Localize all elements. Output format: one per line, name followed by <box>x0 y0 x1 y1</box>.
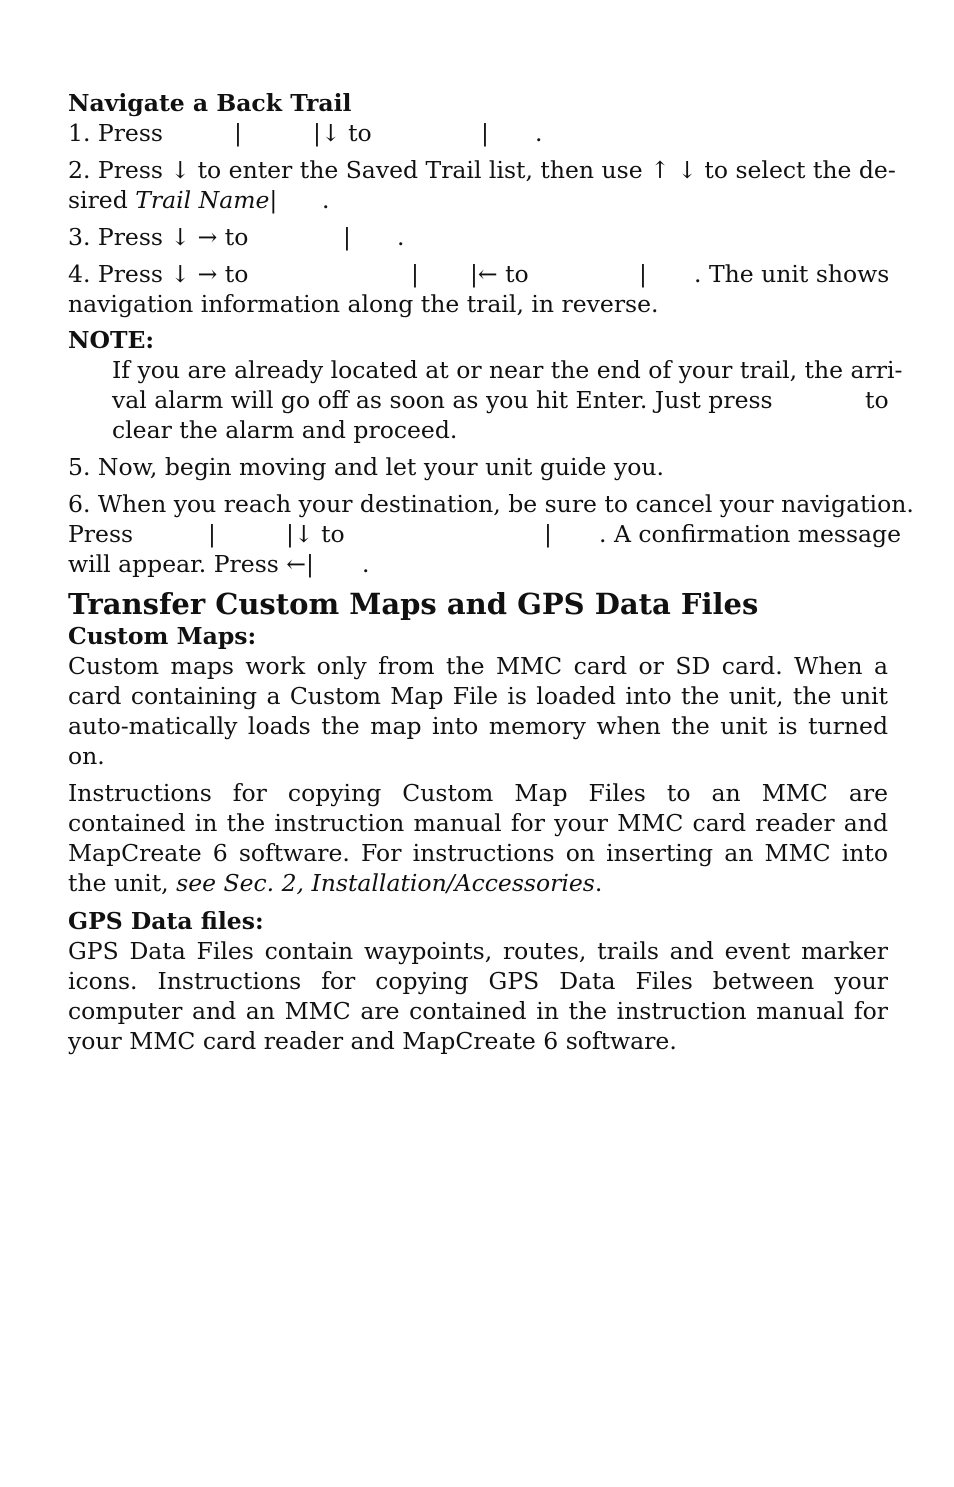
section-title-transfer: Transfer Custom Maps and GPS Data Files <box>68 587 759 621</box>
step-1: 1. Press | |↓ to | . <box>68 119 543 147</box>
gps-data-paragraph: GPS Data Files contain waypoints, routes, trails and event marker icons. Instructions for copying GPS Data Files between your computer and an MMC are contained in the instruction manual for your MMC card reader and MapCreate 6 software. <box>68 937 888 1055</box>
custom-maps-paragraph-1: Custom maps work only from the MMC card or SD card. When a card containing a Custom Map File is loaded into the unit, the unit auto-matically loads the map into memory when the unit is turned on. <box>68 652 888 770</box>
step-6: 6. When you reach your destination, be sure to cancel your navigation. Press | |↓ to | . A confirmation message will appear. Press ←| . <box>68 490 914 578</box>
section-heading-back-trail: Navigate a Back Trail <box>68 89 352 117</box>
custom-maps-heading: Custom Maps: <box>68 622 257 650</box>
step-5: 5. Now, begin moving and let your unit guide you. <box>68 453 664 481</box>
custom-maps-paragraph-2: Instructions for copying Custom Map Files to an MMC are contained in the instruction manual for your MMC card reader and MapCreate 6 software. For instructions on inserting an MMC into the unit, see Sec. 2, Installation/Accessories. <box>68 779 888 897</box>
step-4: 4. Press ↓ → to | |← to | . The unit shows navigation information along the trail, in reverse. <box>68 260 890 318</box>
step-3: 3. Press ↓ → to | . <box>68 223 405 251</box>
note-body: If you are already located at or near the end of your trail, the arri- val alarm will go off as soon as you hit Enter. Just press to clear the alarm and proceed. <box>112 356 903 444</box>
gps-data-heading: GPS Data files: <box>68 907 264 935</box>
note-label: NOTE: <box>68 326 155 354</box>
step-2: 2. Press ↓ to enter the Saved Trail list, then use ↑ ↓ to select the de- sired Trail Name| . <box>68 156 896 214</box>
page-content <box>68 88 914 1056</box>
